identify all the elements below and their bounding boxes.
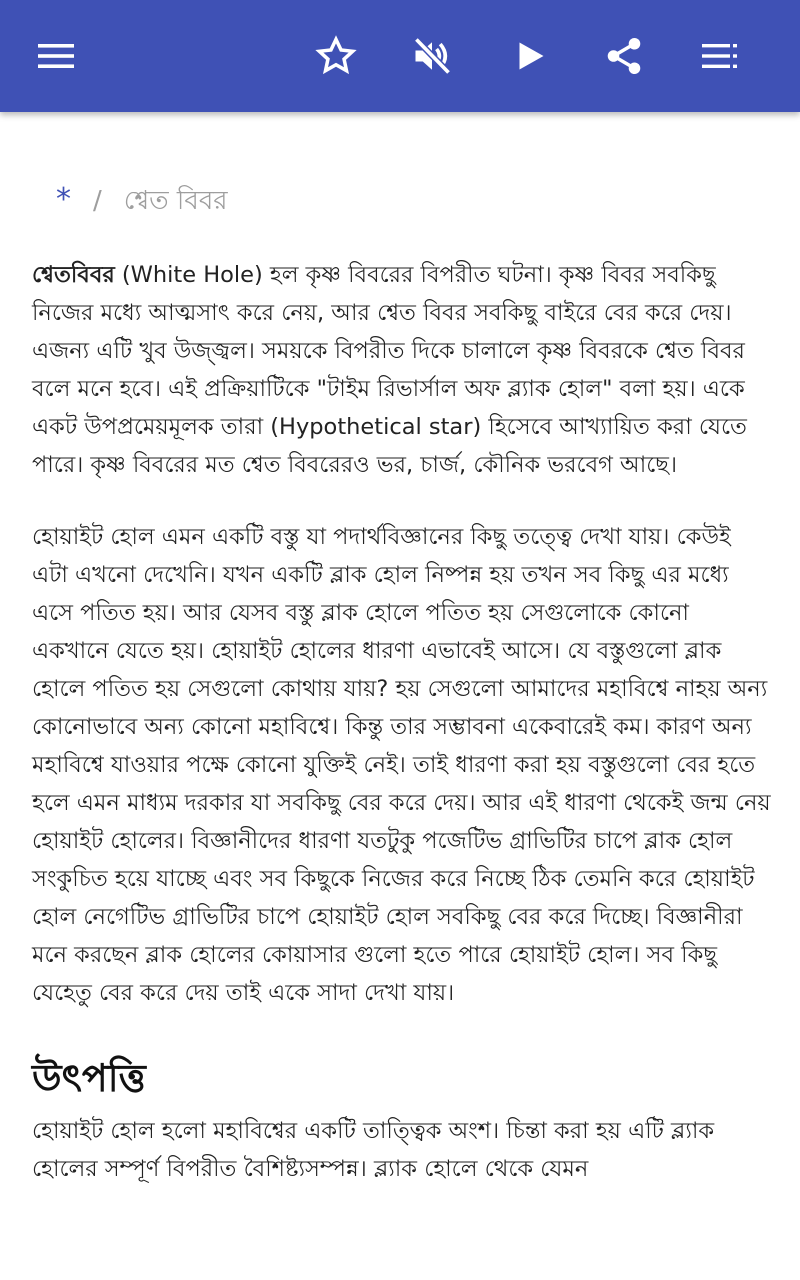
article-content xyxy=(0,112,800,1280)
play-icon xyxy=(512,38,548,74)
list-icon xyxy=(700,36,740,76)
breadcrumb-current: শ্বেত বিবর xyxy=(123,186,228,216)
article-intro-text: (White Hole) হল কৃষ্ণ বিবরের বিপরীত ঘটনা। কৃষ্ণ বিবর সবকিছু নিজের মধ্যে আত্মসাৎ করে নেয়, আর শ্বেত বিবর সবকিছু বাইরে বের করে দেয়। এজন্য এটি খুব উজ্জ্বল। সময়কে বিপরীত দিকে চালালে কৃষ্ণ বিবরকে শ্বেত বিবর বলে মনে হবে। এই প্রক্রিয়াটিকে "টাইম রিভার্সাল অফ ব্ল্যাক হোল" বলা হয়। একে একট উপপ্রমেয়মূলক তারা (Hypothetical star) হিসেবে আখ্যায়িত করা যেতে পারে। কৃষ্ণ বিবরের মত শ্বেত বিবরেরও ভর, চার্জ, কৌনিক ভরবেগ আছে। xyxy=(32,262,747,478)
breadcrumb-separator: / xyxy=(93,186,102,216)
share-icon xyxy=(603,35,645,77)
article-body xyxy=(32,256,772,1188)
favorite-button[interactable] xyxy=(308,28,364,84)
app-bar xyxy=(0,0,800,112)
article-title-term: শ্বেতবিবর xyxy=(32,262,115,288)
breadcrumb xyxy=(56,180,228,224)
breadcrumb-home-link[interactable]: * xyxy=(56,182,71,217)
hamburger-menu-icon xyxy=(36,36,76,76)
menu-button[interactable] xyxy=(28,28,84,84)
table-of-contents-button[interactable] xyxy=(692,28,748,84)
play-button[interactable] xyxy=(502,28,558,84)
section-heading-origin: উৎপত্তি xyxy=(32,1056,146,1100)
article-paragraph-2: হোয়াইট হোল এমন একটি বস্তু যা পদার্থবিজ্ঞানের কিছু তত্ত্বে দেখা যায়। কেউই এটা এখনো দেখেনি। যখন একটি ব্লাক হোল নিষ্পন্ন হয় তখন সব কিছু এর মধ্যে এসে পতিত হয়। আর যেসব বস্তু ব্লাক হোলে পতিত হয় সেগুলোকে কোনো একখানে যেতে হয়। হোয়াইট হোলের ধারণা এভাবেই আসে। যে বস্তুগুলো ব্লাক হোলে পতিত হয় সেগুলো কোথায় যায়? হয় সেগুলো আমাদের মহাবিশ্বে নাহয় অন্য কোনোভাবে অন্য কোনো মহাবিশ্বে। কিন্তু তার সম্ভাবনা একেবারেই কম। কারণ অন্য মহাবিশ্বে যাওয়ার পক্ষে কোনো যুক্তিই নেই। তাই ধারণা করা হয় বস্তুগুলো বের হতে হলে এমন মাধ্যম দরকার যা সবকিছু বের করে দেয়। আর এই ধারণা থেকেই জন্ম নেয় হোয়াইট হোলের। বিজ্ঞানীদের ধারণা যতটুকু পজেটিভ গ্রাভিটির চাপে ব্লাক হোল সংকুচিত হয়ে যাচ্ছে এবং সব কিছুকে নিজের করে নিচ্ছে ঠিক তেমনি করে হোয়াইট হোল নেগেটিভ গ্রাভিটির চাপে হোয়াইট হোল সবকিছু বের করে দিচ্ছে। বিজ্ঞানীরা মনে করছেন ব্লাক হোলের কোয়াসার গুলো হতে পারে হোয়াইট হোল। সব কিছু যেহেতু বের করে দেয় তাই একে সাদা দেখা যায়। xyxy=(32,524,771,1006)
mute-button[interactable] xyxy=(404,28,460,84)
volume-off-icon xyxy=(410,34,454,78)
share-button[interactable] xyxy=(596,28,652,84)
star-outline-icon xyxy=(315,35,357,77)
article-paragraph-intro xyxy=(32,256,772,484)
article-paragraph-3: হোয়াইট হোল হলো মহাবিশ্বের একটি তাত্ত্বিক অংশ। চিন্তা করা হয় এটি ব্ল্যাক হোলের সম্পূর্ণ বিপরীত বৈশিষ্ট্যসম্পন্ন। ব্ল্যাক হোলে থেকে যেমন xyxy=(32,1118,715,1182)
